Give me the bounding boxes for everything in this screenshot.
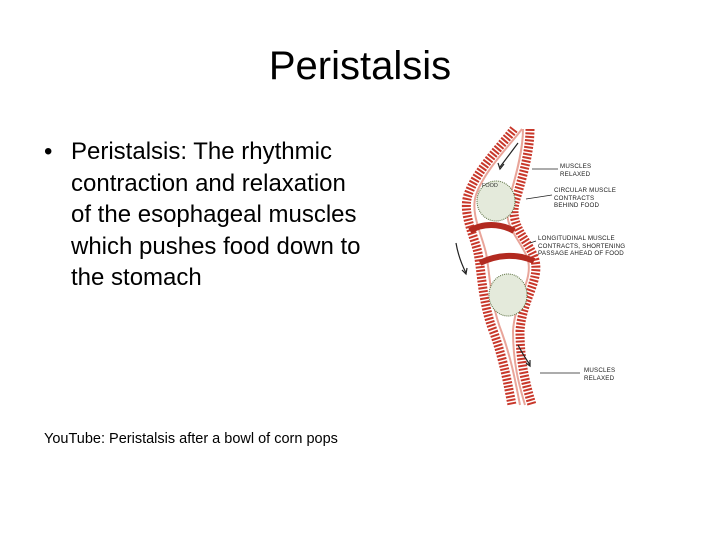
label-circular-muscle: CIRCULAR MUSCLE CONTRACTS BEHIND FOOD: [554, 187, 617, 209]
bullet-list: [44, 136, 364, 294]
label-longitudinal-muscle: LONGITUDINAL MUSCLE CONTRACTS, SHORTENING PASSAGE AHEAD OF FOOD: [538, 235, 626, 257]
bullet-marker: •: [44, 138, 53, 165]
bullet-item: [44, 136, 364, 294]
bullet-text: Peristalsis: The rhythmic contraction and relaxation of the esophageal muscles which pushes food down to the stomach: [71, 138, 361, 291]
arrow-middle: [456, 243, 466, 273]
esophagus-diagram: [448, 123, 648, 413]
leader-line-2: [526, 195, 552, 199]
contraction-ring-upper: [470, 225, 514, 231]
food-label: FOOD: [482, 183, 498, 189]
label-muscles-relaxed-bottom: MUSCLES RELAXED: [584, 367, 616, 382]
contraction-ring-lower: [480, 256, 534, 263]
slide-title: Peristalsis: [268, 44, 452, 88]
arrow-upper: [500, 143, 518, 167]
food-bolus-lower: [489, 274, 527, 316]
peristalsis-figure: [448, 123, 648, 413]
youtube-footnote: YouTube: Peristalsis after a bowl of corn pops: [44, 431, 338, 447]
label-muscles-relaxed-top: MUSCLES RELAXED: [560, 163, 592, 178]
